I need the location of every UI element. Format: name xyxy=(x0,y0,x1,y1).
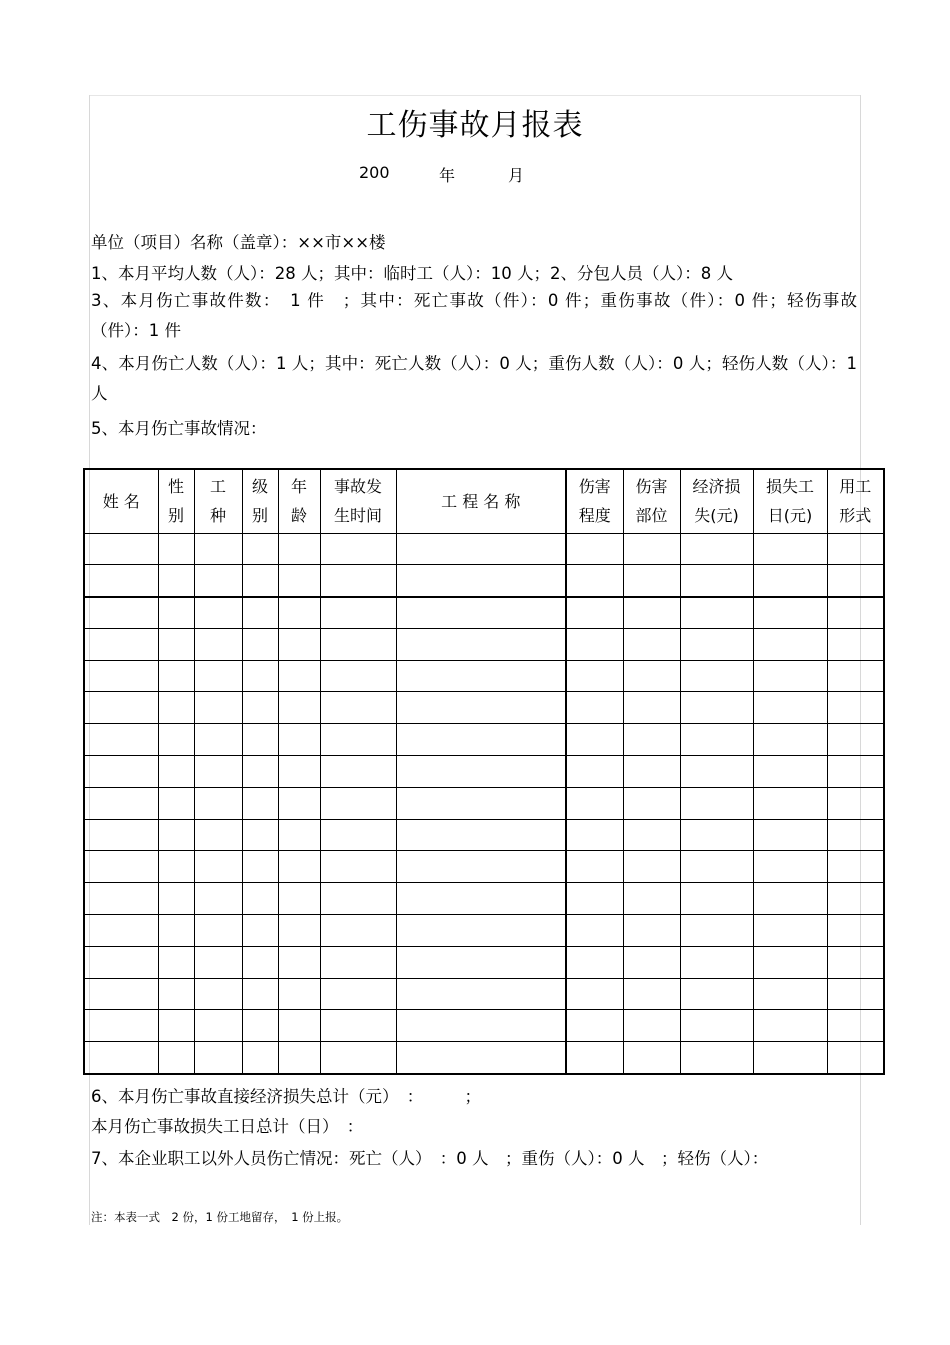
table-cell[interactable] xyxy=(320,597,396,629)
table-cell[interactable] xyxy=(753,851,827,883)
table-cell[interactable] xyxy=(194,883,242,915)
table-cell[interactable] xyxy=(753,533,827,565)
table-cell[interactable] xyxy=(158,660,194,692)
page-frame-top xyxy=(89,95,861,96)
external-casualties-line: 7、本企业职工以外人员伤亡情况：死亡（人） ：0 人 ；重伤（人）：0 人 ；轻伤（人）： xyxy=(91,1149,769,1168)
table-cell[interactable] xyxy=(84,819,158,851)
header-injury-severity: 伤害 程度 xyxy=(566,469,623,533)
table-cell[interactable] xyxy=(242,597,278,629)
table-cell[interactable] xyxy=(242,883,278,915)
table-row xyxy=(84,851,884,883)
table-cell[interactable] xyxy=(158,851,194,883)
table-cell[interactable] xyxy=(680,597,753,629)
accident-count-line: 3、本月伤亡事故件数： 1 件 ；其中：死亡事故（件）：0 件；重伤事故（件）：0 件；轻伤事故（件）：1 件 xyxy=(91,291,857,340)
table-cell[interactable] xyxy=(396,565,566,597)
table-cell[interactable] xyxy=(158,787,194,819)
table-cell[interactable] xyxy=(278,787,320,819)
table-cell[interactable] xyxy=(753,883,827,915)
table-cell[interactable] xyxy=(680,1010,753,1042)
table-cell[interactable] xyxy=(194,597,242,629)
table-cell[interactable] xyxy=(753,565,827,597)
table-cell[interactable] xyxy=(242,946,278,978)
table-cell[interactable] xyxy=(158,533,194,565)
table-cell[interactable] xyxy=(320,978,396,1010)
table-cell[interactable] xyxy=(158,565,194,597)
table-cell[interactable] xyxy=(623,724,680,756)
table-cell[interactable] xyxy=(566,883,623,915)
table-cell[interactable] xyxy=(396,660,566,692)
table-cell[interactable] xyxy=(396,756,566,788)
table-cell[interactable] xyxy=(242,978,278,1010)
table-cell[interactable] xyxy=(566,660,623,692)
table-cell[interactable] xyxy=(242,533,278,565)
accident-table xyxy=(83,468,885,1075)
table-cell[interactable] xyxy=(753,597,827,629)
table-cell[interactable] xyxy=(753,946,827,978)
table-cell[interactable] xyxy=(242,787,278,819)
table-cell[interactable] xyxy=(623,1042,680,1074)
table-cell[interactable] xyxy=(680,628,753,660)
table-cell[interactable] xyxy=(278,597,320,629)
table-cell[interactable] xyxy=(278,660,320,692)
table-cell[interactable] xyxy=(278,883,320,915)
table-row xyxy=(84,978,884,1010)
table-cell[interactable] xyxy=(242,565,278,597)
table-row xyxy=(84,787,884,819)
table-cell[interactable] xyxy=(827,533,884,565)
header-name: 姓 名 xyxy=(84,469,158,533)
table-cell[interactable] xyxy=(158,1010,194,1042)
table-cell[interactable] xyxy=(827,692,884,724)
table-cell[interactable] xyxy=(396,915,566,947)
table-cell[interactable] xyxy=(680,565,753,597)
accident-details-heading: 5、本月伤亡事故情况： xyxy=(91,419,267,438)
table-cell[interactable] xyxy=(320,851,396,883)
table-cell[interactable] xyxy=(680,915,753,947)
table-cell[interactable] xyxy=(827,978,884,1010)
table-cell[interactable] xyxy=(566,915,623,947)
table-cell[interactable] xyxy=(278,978,320,1010)
table-cell[interactable] xyxy=(753,628,827,660)
table-cell[interactable] xyxy=(396,883,566,915)
table-cell[interactable] xyxy=(320,946,396,978)
table-cell[interactable] xyxy=(278,628,320,660)
table-cell[interactable] xyxy=(320,883,396,915)
table-cell[interactable] xyxy=(242,915,278,947)
table-cell[interactable] xyxy=(753,660,827,692)
table-cell[interactable] xyxy=(84,597,158,629)
table-cell[interactable] xyxy=(680,787,753,819)
footnote: 注：本表一式 2 份，1 份工地留存， 1 份上报。 xyxy=(91,1210,349,1224)
table-cell[interactable] xyxy=(623,533,680,565)
table-cell[interactable] xyxy=(158,1042,194,1074)
table-cell[interactable] xyxy=(753,1010,827,1042)
table-cell[interactable] xyxy=(827,660,884,692)
headcount-line: 1、本月平均人数（人）：28 人；其中：临时工（人）：10 人；2、分包人员（人）：8 人 xyxy=(91,264,733,283)
table-cell[interactable] xyxy=(623,756,680,788)
table-cell[interactable] xyxy=(827,819,884,851)
table-row xyxy=(84,756,884,788)
table-cell[interactable] xyxy=(827,756,884,788)
table-cell[interactable] xyxy=(194,756,242,788)
table-cell[interactable] xyxy=(84,851,158,883)
table-cell[interactable] xyxy=(623,978,680,1010)
period-year-value: 200 xyxy=(359,163,390,182)
table-cell[interactable] xyxy=(396,597,566,629)
table-cell[interactable] xyxy=(396,787,566,819)
table-cell[interactable] xyxy=(680,851,753,883)
table-cell[interactable] xyxy=(320,533,396,565)
table-cell[interactable] xyxy=(827,915,884,947)
table-cell[interactable] xyxy=(623,787,680,819)
header-injury-body-part: 伤害 部位 xyxy=(623,469,680,533)
table-cell[interactable] xyxy=(158,724,194,756)
table-cell[interactable] xyxy=(84,756,158,788)
table-cell[interactable] xyxy=(623,1010,680,1042)
table-cell[interactable] xyxy=(158,915,194,947)
table-row xyxy=(84,724,884,756)
table-cell[interactable] xyxy=(827,1010,884,1042)
table-cell[interactable] xyxy=(396,533,566,565)
table-cell[interactable] xyxy=(320,915,396,947)
table-cell[interactable] xyxy=(194,851,242,883)
header-employment-type: 用工 形式 xyxy=(827,469,884,533)
table-cell[interactable] xyxy=(242,1010,278,1042)
table-cell[interactable] xyxy=(320,692,396,724)
table-cell[interactable] xyxy=(623,565,680,597)
table-cell[interactable] xyxy=(753,724,827,756)
table-cell[interactable] xyxy=(158,692,194,724)
table-cell[interactable] xyxy=(680,883,753,915)
table-row xyxy=(84,628,884,660)
table-cell[interactable] xyxy=(680,978,753,1010)
table-cell[interactable] xyxy=(566,597,623,629)
table-cell[interactable] xyxy=(753,819,827,851)
table-cell[interactable] xyxy=(194,978,242,1010)
table-row xyxy=(84,883,884,915)
table-cell[interactable] xyxy=(827,787,884,819)
header-age: 年 龄 xyxy=(278,469,320,533)
table-cell[interactable] xyxy=(84,628,158,660)
table-row xyxy=(84,597,884,629)
table-cell[interactable] xyxy=(623,628,680,660)
table-cell[interactable] xyxy=(242,756,278,788)
table-cell[interactable] xyxy=(194,1010,242,1042)
header-accident-time: 事故发 生时间 xyxy=(320,469,396,533)
table-cell[interactable] xyxy=(84,660,158,692)
table-cell[interactable] xyxy=(680,1042,753,1074)
page-title: 工伤事故月报表 xyxy=(366,108,584,143)
table-cell[interactable] xyxy=(158,756,194,788)
table-row xyxy=(84,660,884,692)
table-cell[interactable] xyxy=(396,1042,566,1074)
table-cell[interactable] xyxy=(320,787,396,819)
table-cell[interactable] xyxy=(623,883,680,915)
table-cell[interactable] xyxy=(753,1042,827,1074)
table-cell[interactable] xyxy=(194,533,242,565)
table-cell[interactable] xyxy=(623,946,680,978)
table-cell[interactable] xyxy=(320,1042,396,1074)
table-cell[interactable] xyxy=(278,533,320,565)
table-row xyxy=(84,915,884,947)
header-gender: 性 别 xyxy=(158,469,194,533)
table-cell[interactable] xyxy=(753,787,827,819)
table-cell[interactable] xyxy=(396,628,566,660)
table-cell[interactable] xyxy=(194,1042,242,1074)
table-cell[interactable] xyxy=(242,819,278,851)
table-cell[interactable] xyxy=(194,628,242,660)
table-cell[interactable] xyxy=(753,978,827,1010)
table-row xyxy=(84,692,884,724)
table-cell[interactable] xyxy=(396,946,566,978)
table-cell[interactable] xyxy=(278,724,320,756)
table-cell[interactable] xyxy=(320,565,396,597)
table-cell[interactable] xyxy=(194,660,242,692)
table-cell[interactable] xyxy=(278,756,320,788)
table-cell[interactable] xyxy=(680,819,753,851)
table-cell[interactable] xyxy=(242,1042,278,1074)
table-cell[interactable] xyxy=(194,946,242,978)
table-cell[interactable] xyxy=(753,915,827,947)
table-cell[interactable] xyxy=(194,565,242,597)
table-cell[interactable] xyxy=(278,1010,320,1042)
table-cell[interactable] xyxy=(566,628,623,660)
table-cell[interactable] xyxy=(194,724,242,756)
table-cell[interactable] xyxy=(242,851,278,883)
table-cell[interactable] xyxy=(566,565,623,597)
table-cell[interactable] xyxy=(396,978,566,1010)
table-cell[interactable] xyxy=(84,978,158,1010)
header-days-lost: 损失工 日(元) xyxy=(753,469,827,533)
table-header-row xyxy=(84,469,884,533)
table-cell[interactable] xyxy=(566,978,623,1010)
table-cell[interactable] xyxy=(827,724,884,756)
table-cell[interactable] xyxy=(827,851,884,883)
table-cell[interactable] xyxy=(623,692,680,724)
table-cell[interactable] xyxy=(84,1010,158,1042)
table-cell[interactable] xyxy=(320,756,396,788)
table-cell[interactable] xyxy=(278,946,320,978)
table-cell[interactable] xyxy=(680,533,753,565)
header-work-type: 工 种 xyxy=(194,469,242,533)
table-cell[interactable] xyxy=(680,724,753,756)
table-cell[interactable] xyxy=(278,819,320,851)
table-cell[interactable] xyxy=(566,756,623,788)
table-cell[interactable] xyxy=(396,851,566,883)
table-cell[interactable] xyxy=(84,724,158,756)
table-cell[interactable] xyxy=(396,724,566,756)
table-cell[interactable] xyxy=(194,915,242,947)
table-cell[interactable] xyxy=(566,787,623,819)
table-cell[interactable] xyxy=(158,819,194,851)
table-cell[interactable] xyxy=(84,946,158,978)
casualty-count-line: 4、本月伤亡人数（人）：1 人；其中：死亡人数（人）：0 人；重伤人数（人）：0 人；轻伤人数（人）：1 人 xyxy=(91,354,857,403)
table-cell[interactable] xyxy=(566,819,623,851)
table-cell[interactable] xyxy=(623,660,680,692)
table-cell[interactable] xyxy=(680,692,753,724)
table-cell[interactable] xyxy=(194,692,242,724)
table-cell[interactable] xyxy=(278,565,320,597)
table-cell[interactable] xyxy=(396,819,566,851)
table-cell[interactable] xyxy=(242,692,278,724)
table-cell[interactable] xyxy=(320,724,396,756)
period-year-label: 年 xyxy=(439,166,456,185)
header-project-name: 工 程 名 称 xyxy=(396,469,566,533)
table-cell[interactable] xyxy=(623,819,680,851)
table-cell[interactable] xyxy=(320,660,396,692)
table-cell[interactable] xyxy=(278,851,320,883)
table-cell[interactable] xyxy=(566,692,623,724)
table-cell[interactable] xyxy=(566,1042,623,1074)
table-cell[interactable] xyxy=(320,1010,396,1042)
table-cell[interactable] xyxy=(242,628,278,660)
table-cell[interactable] xyxy=(623,915,680,947)
table-cell[interactable] xyxy=(623,597,680,629)
unit-name-line: 单位（项目）名称（盖章）：××市××楼 xyxy=(91,233,386,252)
table-cell[interactable] xyxy=(396,692,566,724)
table-cell[interactable] xyxy=(320,819,396,851)
table-cell[interactable] xyxy=(158,883,194,915)
table-cell[interactable] xyxy=(84,883,158,915)
table-cell[interactable] xyxy=(827,946,884,978)
period-month-label: 月 xyxy=(508,166,525,185)
table-cell[interactable] xyxy=(680,946,753,978)
table-cell[interactable] xyxy=(827,1042,884,1074)
table-row xyxy=(84,946,884,978)
table-cell[interactable] xyxy=(396,1010,566,1042)
table-cell[interactable] xyxy=(623,851,680,883)
table-cell[interactable] xyxy=(680,660,753,692)
table-cell[interactable] xyxy=(84,1042,158,1074)
table-row xyxy=(84,533,884,565)
header-grade: 级 别 xyxy=(242,469,278,533)
table-row xyxy=(84,565,884,597)
table-cell[interactable] xyxy=(566,724,623,756)
table-cell[interactable] xyxy=(827,883,884,915)
table-cell[interactable] xyxy=(84,915,158,947)
table-cell[interactable] xyxy=(827,628,884,660)
table-row xyxy=(84,1010,884,1042)
table-cell[interactable] xyxy=(566,1010,623,1042)
table-row xyxy=(84,819,884,851)
table-cell[interactable] xyxy=(753,756,827,788)
table-cell[interactable] xyxy=(84,565,158,597)
table-cell[interactable] xyxy=(84,533,158,565)
table-cell[interactable] xyxy=(566,533,623,565)
table-cell[interactable] xyxy=(320,628,396,660)
table-cell[interactable] xyxy=(158,628,194,660)
table-cell[interactable] xyxy=(827,565,884,597)
table-cell[interactable] xyxy=(753,692,827,724)
table-cell[interactable] xyxy=(566,946,623,978)
table-cell[interactable] xyxy=(84,787,158,819)
header-economic-loss: 经济损 失(元) xyxy=(680,469,753,533)
table-row xyxy=(84,1042,884,1074)
table-cell[interactable] xyxy=(84,692,158,724)
table-cell[interactable] xyxy=(242,660,278,692)
table-cell[interactable] xyxy=(278,1042,320,1074)
table-cell[interactable] xyxy=(278,915,320,947)
table-cell[interactable] xyxy=(827,597,884,629)
table-cell[interactable] xyxy=(278,692,320,724)
table-cell[interactable] xyxy=(242,724,278,756)
table-cell[interactable] xyxy=(158,978,194,1010)
total-days-lost-line: 本月伤亡事故损失工日总计（日） ： xyxy=(91,1117,364,1136)
table-cell[interactable] xyxy=(194,819,242,851)
total-economic-loss-line: 6、本月伤亡事故直接经济损失总计（元） ： ； xyxy=(91,1087,481,1106)
table-cell[interactable] xyxy=(680,756,753,788)
table-cell[interactable] xyxy=(194,787,242,819)
table-cell[interactable] xyxy=(566,851,623,883)
table-cell[interactable] xyxy=(158,597,194,629)
table-cell[interactable] xyxy=(158,946,194,978)
